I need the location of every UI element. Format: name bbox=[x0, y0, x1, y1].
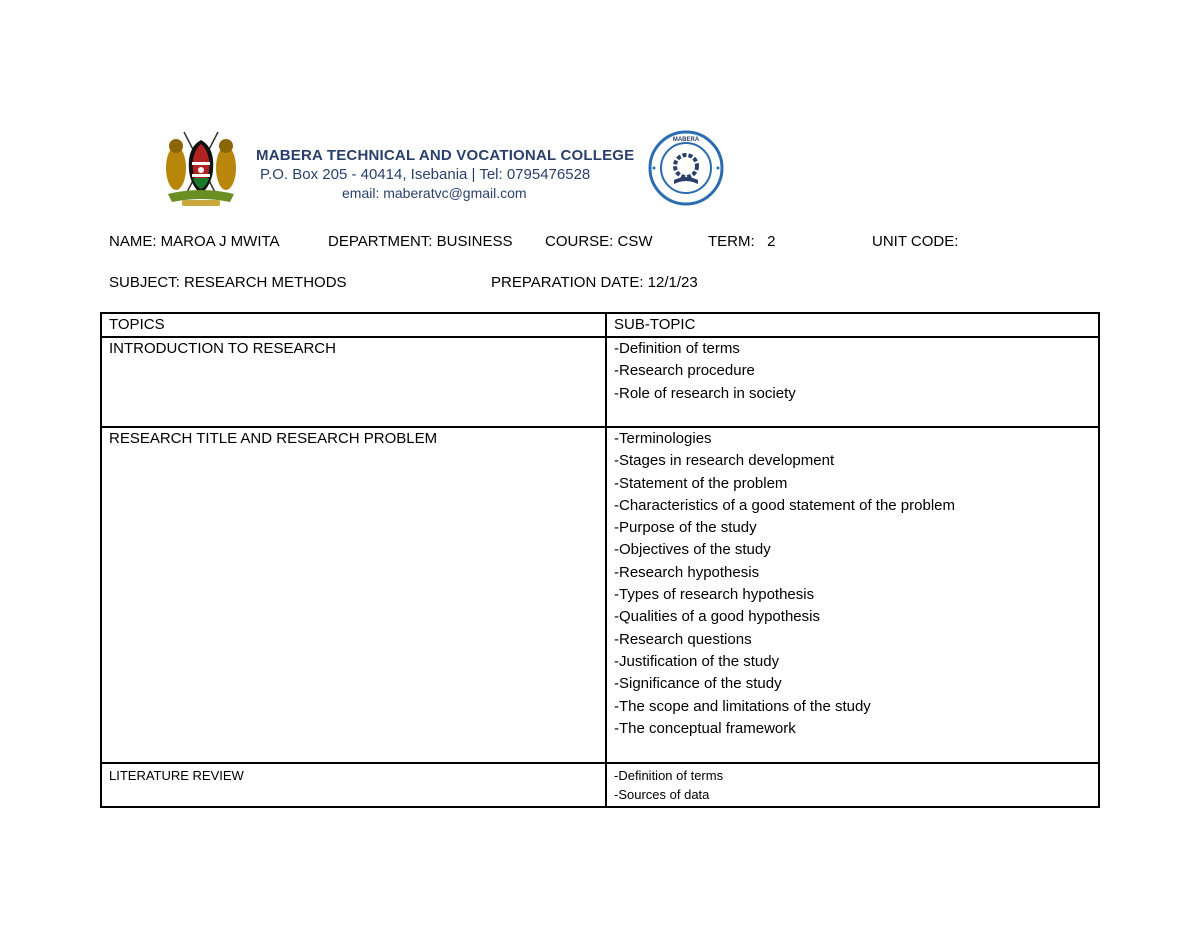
subtopic-cell bbox=[606, 337, 1099, 427]
meta-subject: SUBJECT: RESEARCH METHODS bbox=[109, 274, 347, 291]
table-row bbox=[101, 337, 1099, 427]
subtopic-cell bbox=[606, 427, 1099, 763]
subtopic-item: -The scope and limitations of the study bbox=[614, 697, 871, 715]
topic-label: LITERATURE REVIEW bbox=[109, 768, 244, 783]
table-row bbox=[101, 763, 1099, 807]
meta-preparation-date: PREPARATION DATE: 12/1/23 bbox=[491, 274, 698, 291]
letterhead bbox=[160, 128, 740, 208]
header-topics: TOPICS bbox=[101, 313, 606, 337]
subtopic-item: -Qualities of a good hypothesis bbox=[614, 608, 820, 626]
subtopic-item: -Statement of the problem bbox=[614, 474, 788, 492]
subtopic-item: -The conceptual framework bbox=[614, 719, 796, 737]
meta-name: NAME: MAROA J MWITA bbox=[109, 233, 280, 250]
subtopic-cell bbox=[606, 763, 1099, 807]
kenya-coat-of-arms-logo bbox=[160, 128, 242, 208]
subtopic-item: -Definition of terms bbox=[614, 768, 724, 783]
subtopic-item: -Stages in research development bbox=[614, 452, 835, 470]
subtopic-item: -Research procedure bbox=[614, 362, 755, 380]
college-seal-logo bbox=[648, 130, 724, 206]
subtopic-item: -Terminologies bbox=[614, 430, 712, 447]
college-email: email: maberatvc@gmail.com bbox=[342, 185, 527, 201]
subtopic-item: -Purpose of the study bbox=[614, 519, 757, 537]
subtopic-item: -Research hypothesis bbox=[614, 563, 760, 581]
college-name: MABERA TECHNICAL AND VOCATIONAL COLLEGE bbox=[256, 147, 635, 164]
meta-unit-code: UNIT CODE: bbox=[872, 233, 959, 250]
table-header-row bbox=[101, 313, 1099, 337]
subtopic-item: -Characteristics of a good statement of the problem bbox=[614, 496, 956, 514]
subtopic-item: -Objectives of the study bbox=[614, 541, 771, 559]
meta-term: TERM: 2 bbox=[708, 233, 776, 250]
topic-cell: RESEARCH TITLE AND RESEARCH PROBLEM bbox=[101, 427, 606, 763]
meta-course: COURSE: CSW bbox=[545, 233, 653, 250]
header-sub-topic: SUB-TOPIC bbox=[606, 313, 1099, 337]
subtopic-item: -Types of research hypothesis bbox=[614, 586, 815, 604]
subtopic-item: -Significance of the study bbox=[614, 675, 782, 693]
subtopic-item: -Justification of the study bbox=[614, 652, 780, 670]
college-address: P.O. Box 205 - 40414, Isebania | Tel: 0795476528 bbox=[260, 166, 591, 183]
subtopic-item: -Research questions bbox=[614, 630, 752, 648]
seal-top-text: MABERA bbox=[672, 137, 700, 143]
topic-cell bbox=[101, 763, 606, 807]
meta-department: DEPARTMENT: BUSINESS bbox=[328, 233, 513, 250]
topics-table bbox=[100, 312, 1100, 808]
subtopic-item: -Role of research in society bbox=[614, 384, 796, 402]
subtopic-item: -Sources of data bbox=[614, 787, 710, 802]
topic-cell: INTRODUCTION TO RESEARCH bbox=[101, 337, 606, 427]
subtopic-item: -Definition of terms bbox=[614, 340, 740, 357]
table-row bbox=[101, 427, 1099, 763]
